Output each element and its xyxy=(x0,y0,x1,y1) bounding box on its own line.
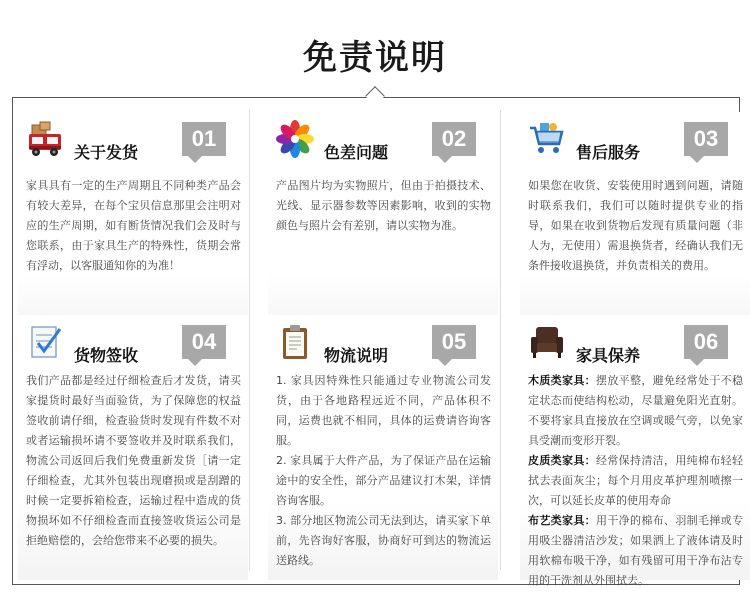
card-heading: 货物签收 xyxy=(74,346,139,365)
card-number: 05 xyxy=(432,325,476,359)
card-number: 02 xyxy=(432,122,476,156)
armchair-icon xyxy=(528,323,566,361)
card-heading: 家具保养 xyxy=(576,346,641,365)
card-body xyxy=(276,176,491,236)
card-body xyxy=(26,176,241,276)
care-item-label: 皮质类家具： xyxy=(528,454,596,467)
card-paragraph: 3. 部分地区物流公司无法到达，请买家下单前，先咨询好客服，协商好可到达的物流运送路线。 xyxy=(276,514,491,567)
card-body xyxy=(26,371,241,551)
card-body xyxy=(528,371,743,591)
card-body xyxy=(528,176,743,276)
card-color-difference xyxy=(268,112,498,342)
card-paragraph: 1. 家具因特殊性只能通过专业物流公司发货，由于各地路程远近不同，产品体积不同，运费也就不相同，具体的运费请咨询客服。 xyxy=(276,374,491,447)
card-body xyxy=(276,371,491,571)
card-heading: 售后服务 xyxy=(576,143,641,162)
card-paragraph: 产品图片均为实物照片，但由于拍摄技术、光线、显示器参数等因素影响，收到的实物颜色与照片会有差别，请以实物为准。 xyxy=(276,179,491,232)
column-divider xyxy=(249,110,250,570)
color-wheel-icon xyxy=(276,120,314,158)
card-shipping xyxy=(18,112,248,342)
card-number: 01 xyxy=(182,122,226,156)
card-furniture-care xyxy=(520,315,750,587)
clipboard-icon xyxy=(276,323,314,361)
care-item-label: 木质类家具： xyxy=(528,374,596,387)
delivery-truck-icon xyxy=(26,120,64,158)
card-number: 03 xyxy=(684,122,728,156)
care-item-text: 用干净的棉布、羽制毛掸或专用吸尘器清洁沙发；如果洒上了液体请及时用软棉布吸干净，如有残留可用干净布沾专用的干洗剂从外围拭去。 xyxy=(528,514,743,587)
card-paragraph: 2. 家具属于大件产品，为了保证产品在运输途中的安全性，部分产品建议打木架，详情咨询客服。 xyxy=(276,454,491,507)
card-paragraph: 我们产品都是经过仔细检查后才发货，请买家提货时最好当面验货，为了保障您的权益签收前请仔细，检查验货时发现有件数不对或者运输损坏请不要签收并及时联系我们，物流公司返回后我们免费重新发货［请一定仔细检查，尤其外包装出现磨损或是刮蹭的时候一定要拆箱检查，运输过程中造成的货物损坏如不仔细检查而直接签收货运公司是拒绝赔偿的，会给您带来不必要的损失。 xyxy=(26,374,241,547)
care-item xyxy=(528,511,743,591)
shopping-cart-icon xyxy=(528,120,566,158)
card-sign-for-goods xyxy=(18,315,248,580)
card-paragraph: 如果您在收货、安装使用时遇到问题，请随时联系我们，我们可以随时提供专业的指导，如果在收到货物后发现有质量问题（非人为，无使用）需退换货者，经确认我们无条件接收退换货，并负责相关的费用。 xyxy=(528,179,743,272)
care-item xyxy=(528,371,743,451)
card-logistics xyxy=(268,315,498,580)
care-item-text: 摆放平整，避免经常处于不稳定状态而使结构松动，尽量避免阳光直射。不要将家具直接放在空调或暖气旁，以免家具受潮而变形开裂。 xyxy=(528,374,743,447)
page-title: 免责说明 xyxy=(303,38,447,78)
care-item-text: 经常保持清洁，用纯棉布轻轻拭去表面灰尘；每个月用皮革护理剂喷擦一次，可以延长皮革的使用寿命 xyxy=(528,454,743,507)
card-heading: 色差问题 xyxy=(324,143,389,162)
card-paragraph: 家具具有一定的生产周期且不同种类产品会有较大差异，在每个宝贝信息那里会注明对应的生产周期，如有断货情况我们会及时与您联系，由于家具生产的特殊性，货期会常有浮动，以客服通知你的为准！ xyxy=(26,179,241,272)
card-after-sales xyxy=(520,112,750,342)
checklist-icon xyxy=(26,323,64,361)
care-item xyxy=(528,451,743,511)
card-number: 04 xyxy=(182,325,226,359)
card-number: 06 xyxy=(684,325,728,359)
column-divider xyxy=(500,110,501,570)
card-heading: 物流说明 xyxy=(324,346,389,365)
care-item-label: 布艺类家具： xyxy=(528,514,596,527)
card-heading: 关于发货 xyxy=(74,143,139,162)
